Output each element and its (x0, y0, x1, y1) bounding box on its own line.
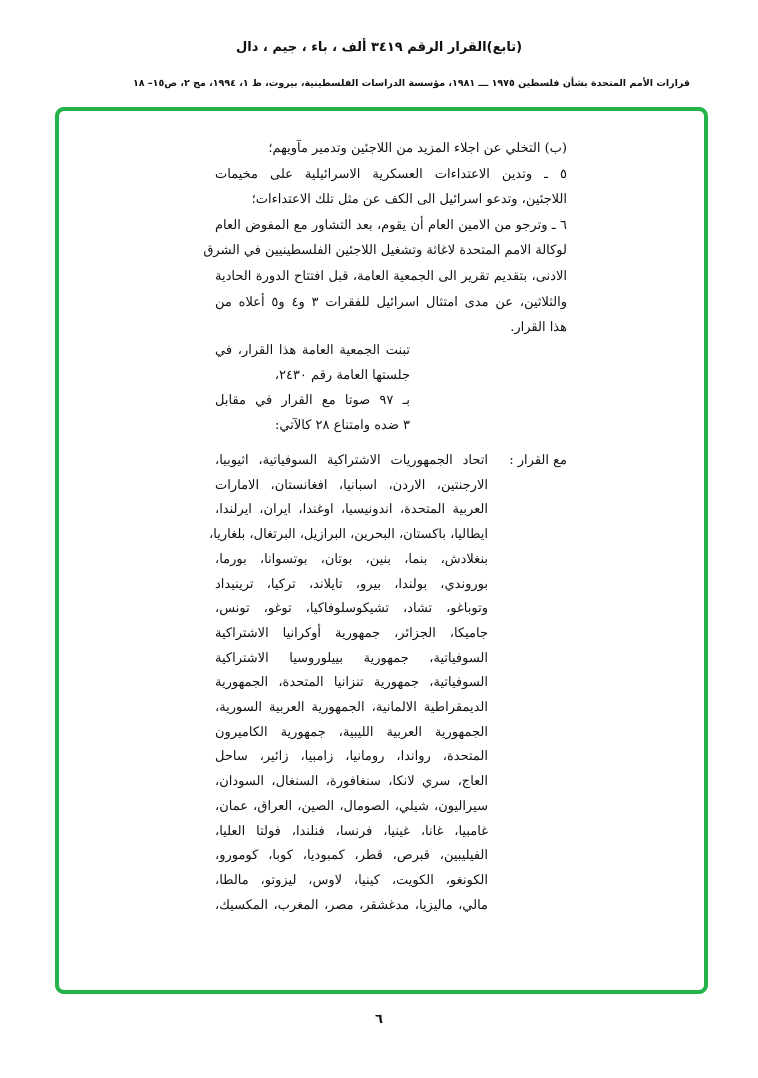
paragraph-line: ٦ ـ وترجو من الامين العام أن يقوم، بعد التشاور مع المفوض العام (215, 217, 567, 233)
for-label: مع القرار : (509, 453, 567, 468)
paragraph-line: هذا القرار. (510, 320, 567, 336)
vote-line: بـ ٩٧ صوتا مع القرار في مقابل (215, 393, 410, 408)
country-list-line: بوروندي، بولندا، بيرو، تايلاند، تركيا، ترينيداد (215, 576, 488, 592)
country-list-line: وتوباغو، تشاد، تشيكوسلوفاكيا، توغو، تونس، (215, 601, 488, 617)
vote-line: تبنت الجمعية العامة هذا القرار، في (215, 343, 410, 358)
country-list-line: ايطاليا، باكستان، البحرين، البرازيل، البرتغال، بلغاريا، (209, 527, 488, 543)
paragraph-line: ٥ ـ وتدين الاعتداءات العسكرية الاسرائيلية على مخيمات (215, 166, 567, 182)
paragraph-line: (ب) التخلي عن اجلاء المزيد من اللاجئين وتدمير مآويهم؛ (268, 141, 567, 156)
country-list-line: المتحدة، رواندا، رومانيا، زامبيا، زائير، ساحل (215, 749, 488, 765)
page-number: ٦ (375, 1012, 383, 1027)
country-list-line: العاج، سري لانكا، سنغافورة، السنغال، السودان، (215, 774, 488, 790)
paragraph-line: اللاجئين، وتدعو اسرائيل الى الكف عن مثل تلك الاعتداءات؛ (251, 192, 567, 208)
country-list-line: اتحاد الجمهوريات الاشتراكية السوفياتية، اثيوبيا، (215, 453, 488, 468)
citation: قرارات الأمم المتحدة بشأن فلسطين ١٩٧٥ ـــ ١٩٨١، مؤسسة الدراسات الفلسطينية، بيروت، ط ١، ١٩٩٤، مج ٢، ص١٥– ١٨ (133, 78, 690, 89)
country-list-line: الارجنتين، الاردن، اسبانيا، افغانستان، الامارات (215, 477, 488, 493)
country-list-line: السوفياتية، جمهورية بييلوروسيا الاشتراكية (215, 650, 488, 666)
paragraph-line: لوكالة الامم المتحدة لاغاثة وتشغيل اللاجئين الفلسطينيين في الشرق (203, 243, 567, 259)
country-list-line: الفيليبين، قبرص، قطر، كمبوديا، كوبا، كومورو، (215, 848, 488, 864)
paragraph-line: الادنى، بتقديم تقرير الى الجمعية العامة، قبل افتتاح الدورة الحادية (215, 269, 567, 284)
country-list-line: جاميكا، الجزائر، جمهورية أوكرانيا الاشتراكية (215, 625, 488, 641)
vote-line: ٣ ضده وامتناع ٢٨ كالآتي: (275, 418, 410, 433)
country-list-line: مالي، ماليزيا، مدغشقر، مصر، المغرب، المكسيك، (215, 897, 488, 913)
country-list-line: سيراليون، شيلي، الصومال، الصين، العراق، عمان، (215, 798, 488, 814)
vote-line: جلستها العامة رقم ٢٤٣٠، (274, 368, 410, 383)
country-list-line: الجمهورية العربية الليبية، جمهورية الكاميرون (215, 724, 488, 740)
paragraph-line: والثلاثين، عن مدى امتثال اسرائيل للفقرات ٣ و٤ و٥ أعلاه من (215, 294, 567, 310)
country-list-line: العربية المتحدة، اندونيسيا، اوغندا، ايران، ايرلندا، (215, 502, 488, 518)
country-list-line: السوفياتية، جمهورية تنزانيا المتحدة، الجمهورية (215, 675, 488, 691)
country-list-line: غامبيا، غانا، غينيا، فرنسا، فنلندا، فولتا العليا، (215, 823, 488, 839)
country-list-line: الديمقراطية الالمانية، الجمهورية العربية السورية، (215, 700, 488, 715)
country-list-line: بنغلادش، بنما، بنين، بوتان، بوتسوانا، بورما، (215, 551, 488, 567)
country-list-line: الكونغو، الكويت، كينيا، لاوس، ليزوتو، مالطا، (215, 872, 488, 888)
document-title: (تابع)القرار الرقم ٣٤١٩ ألف ، باء ، جيم ، دال (235, 40, 523, 55)
